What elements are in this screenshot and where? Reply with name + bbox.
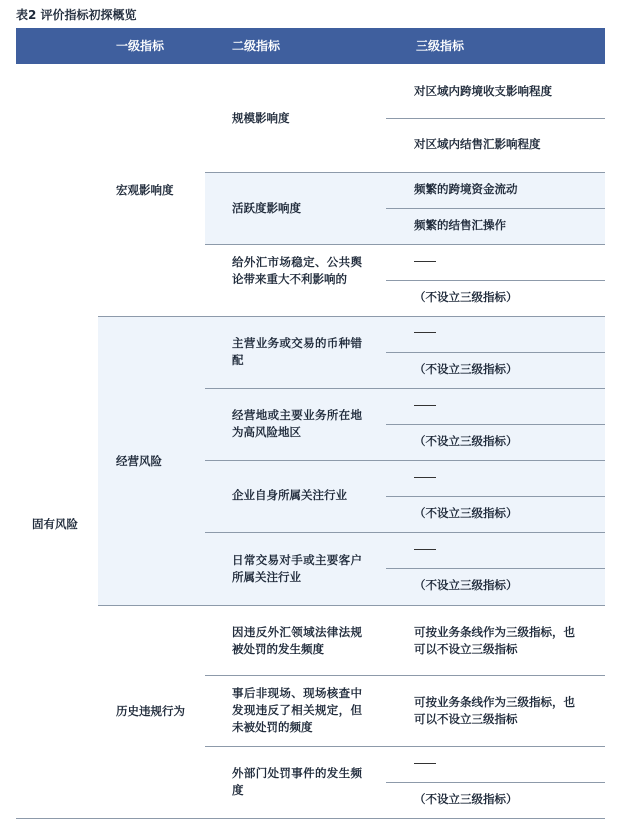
level2-group-operating: 经营风险: [116, 454, 162, 468]
level3-item: 频繁的结售汇操作: [414, 218, 506, 232]
header-level3: 三级指标: [416, 39, 465, 53]
level3-item: 频繁的跨境资金流动: [414, 182, 518, 196]
dash-placeholder: [414, 549, 436, 550]
level3-item: 可按业务条线作为三级指标，也可以不设立三级指标: [414, 625, 575, 656]
level3-item: 对区域内跨境收支影响程度: [414, 84, 552, 98]
level3-item: （不设立三级指标）: [414, 506, 518, 520]
level3-item: （不设立三级指标）: [414, 290, 518, 304]
level1-cell: 固有风险: [32, 517, 78, 531]
header-level1: 一级指标: [116, 39, 165, 53]
dash-placeholder: [414, 405, 436, 406]
level2-item: 经营地或主要业务所在地为高风险地区: [232, 408, 362, 439]
level3-item: 对区域内结售汇影响程度: [414, 137, 541, 151]
table-caption: 表2 评价指标初探概览: [16, 8, 137, 22]
level2-item: 事后非现场、现场核查中发现违反了相关规定，但未被处罚的频度: [232, 686, 362, 734]
level3-item: （不设立三级指标）: [414, 362, 518, 376]
table-header: [16, 28, 605, 64]
level2-item: 外部门处罚事件的发生频度: [232, 766, 362, 797]
dash-placeholder: [414, 763, 436, 764]
level2-group-macro: 宏观影响度: [116, 183, 174, 197]
level3-item: （不设立三级指标）: [414, 578, 518, 592]
level2-item: 企业自身所属关注行业: [232, 488, 347, 502]
header-level2: 二级指标: [232, 39, 281, 53]
level3-item: （不设立三级指标）: [414, 792, 518, 806]
dash-placeholder: [414, 261, 436, 262]
level2-group-history: 历史违规行为: [116, 704, 185, 718]
level2-item: 因违反外汇领域法律法规被处罚的发生频度: [232, 625, 362, 656]
level2-item: 给外汇市场稳定、公共舆论带来重大不利影响的: [232, 255, 362, 286]
level2-item: 活跃度影响度: [232, 201, 301, 215]
level2-item: 规模影响度: [232, 111, 290, 125]
level3-item: 可按业务条线作为三级指标，也可以不设立三级指标: [414, 695, 575, 726]
level2-item: 主营业务或交易的币种错配: [232, 336, 362, 367]
dash-placeholder: [414, 332, 436, 333]
level3-item: （不设立三级指标）: [414, 434, 518, 448]
level2-item: 日常交易对手或主要客户所属关注行业: [232, 553, 362, 584]
dash-placeholder: [414, 477, 436, 478]
